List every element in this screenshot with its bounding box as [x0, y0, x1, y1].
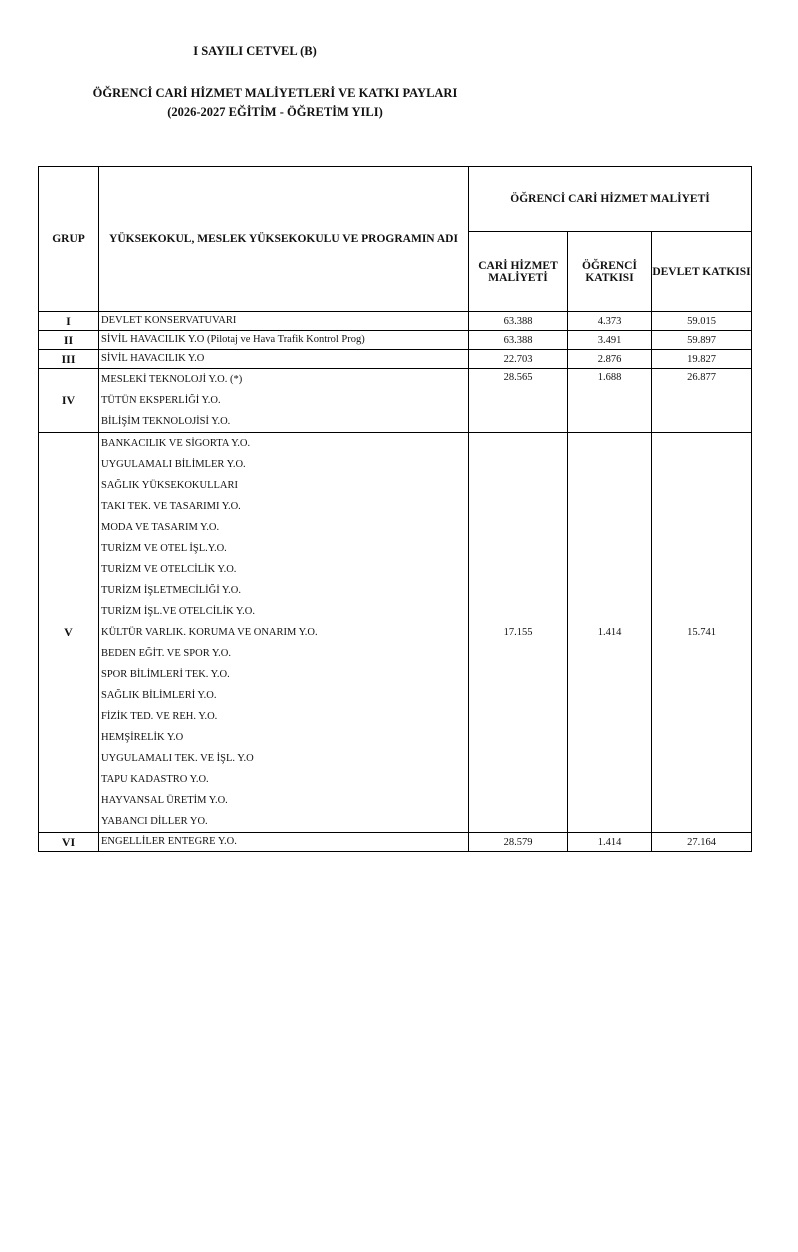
- program-name: UYGULAMALI BİLİMLER Y.O.: [101, 459, 246, 470]
- ogrenci-value-cell: 3.491: [568, 331, 652, 350]
- col-header-cari: CARİ HİZMET MALİYETİ: [469, 232, 568, 312]
- program-names-cell: [99, 312, 469, 331]
- program-name: HEMŞİRELİK Y.O: [101, 732, 184, 743]
- col-header-name: YÜKSEKOKUL, MESLEK YÜKSEKOKULU VE PROGRAMIN ADI: [99, 167, 469, 312]
- document-title: ÖĞRENCİ CARİ HİZMET MALİYETLERİ VE KATKI PAYLARI: [92, 86, 458, 100]
- table-row: [39, 369, 752, 433]
- program-name: TURİZM VE OTELCİLİK Y.O.: [101, 564, 237, 575]
- cost-table: [38, 166, 752, 852]
- program-name: ENGELLİLER ENTEGRE Y.O.: [101, 836, 237, 847]
- program-name: TURİZM İŞL.VE OTELCİLİK Y.O.: [101, 606, 255, 617]
- cari-value-cell: 28.565: [469, 369, 568, 433]
- devlet-value-cell: 26.877: [652, 369, 752, 433]
- program-name: SAĞLIK YÜKSEKOKULLARI: [101, 480, 238, 491]
- ogrenci-value-cell: 4.373: [568, 312, 652, 331]
- table-row: [39, 433, 752, 833]
- table-row: [39, 331, 752, 350]
- program-name: MODA VE TASARIM Y.O.: [101, 522, 220, 533]
- table-row: [39, 833, 752, 852]
- cari-value-cell: 28.579: [469, 833, 568, 852]
- devlet-value-cell: 19.827: [652, 350, 752, 369]
- devlet-value-cell: 15.741: [652, 433, 752, 833]
- program-name: SİVİL HAVACILIK Y.O: [101, 353, 205, 364]
- program-name: UYGULAMALI TEK. VE İŞL. Y.O: [101, 753, 254, 764]
- devlet-value-cell: 59.897: [652, 331, 752, 350]
- program-name: TAPU KADASTRO Y.O.: [101, 774, 209, 785]
- program-name: TURİZM VE OTEL İŞL.Y.O.: [101, 543, 227, 554]
- devlet-value-cell: 59.015: [652, 312, 752, 331]
- program-names-cell: [99, 833, 469, 852]
- program-name: SİVİL HAVACILIK Y.O (Pilotaj ve Hava Trafik Kontrol Prog): [101, 334, 365, 345]
- cari-value-cell: 22.703: [469, 350, 568, 369]
- program-name: BANKACILIK VE SİGORTA Y.O.: [101, 438, 251, 449]
- group-cell: IV: [39, 369, 99, 433]
- col-header-group: GRUP: [39, 167, 99, 312]
- col-header-ogrenci: ÖĞRENCİ KATKISI: [568, 232, 652, 312]
- program-name: DEVLET KONSERVATUVARI: [101, 315, 237, 326]
- ogrenci-value-cell: 1.414: [568, 433, 652, 833]
- program-name: SPOR BİLİMLERİ TEK. Y.O.: [101, 669, 230, 680]
- program-name: KÜLTÜR VARLIK. KORUMA VE ONARIM Y.O.: [101, 627, 318, 638]
- program-name: BİLİŞİM TEKNOLOJİSİ Y.O.: [101, 416, 231, 427]
- program-names-cell: [99, 331, 469, 350]
- program-name: SAĞLIK BİLİMLERİ Y.O.: [101, 690, 217, 701]
- program-name: BEDEN EĞİT. VE SPOR Y.O.: [101, 648, 231, 659]
- table-row: [39, 312, 752, 331]
- group-cell: VI: [39, 833, 99, 852]
- program-name: FİZİK TED. VE REH. Y.O.: [101, 711, 218, 722]
- group-cell: III: [39, 350, 99, 369]
- program-name: TAKI TEK. VE TASARIMI Y.O.: [101, 501, 241, 512]
- program-name: MESLEKİ TEKNOLOJİ Y.O. (*): [101, 374, 243, 385]
- col-header-devlet: DEVLET KATKISI: [652, 232, 752, 312]
- program-names-cell: [99, 433, 469, 833]
- ogrenci-value-cell: 1.414: [568, 833, 652, 852]
- cetvel-label: I SAYILI CETVEL (B): [193, 44, 317, 58]
- ogrenci-value-cell: 2.876: [568, 350, 652, 369]
- group-cell: II: [39, 331, 99, 350]
- document-subtitle: (2026-2027 EĞİTİM - ÖĞRETİM YILI): [167, 105, 383, 119]
- ogrenci-value-cell: 1.688: [568, 369, 652, 433]
- table-row: [39, 350, 752, 369]
- program-names-cell: [99, 369, 469, 433]
- program-name: TURİZM İŞLETMECİLİĞİ Y.O.: [101, 585, 241, 596]
- program-names-cell: [99, 350, 469, 369]
- cari-value-cell: 63.388: [469, 331, 568, 350]
- program-name: HAYVANSAL ÜRETİM Y.O.: [101, 795, 228, 806]
- program-name: YABANCI DİLLER YO.: [101, 816, 208, 827]
- table-body: [39, 312, 752, 852]
- col-header-cost: ÖĞRENCİ CARİ HİZMET MALİYETİ: [469, 167, 752, 232]
- devlet-value-cell: 27.164: [652, 833, 752, 852]
- group-cell: V: [39, 433, 99, 833]
- cari-value-cell: 17.155: [469, 433, 568, 833]
- program-name: TÜTÜN EKSPERLİĞİ Y.O.: [101, 395, 221, 406]
- cari-value-cell: 63.388: [469, 312, 568, 331]
- group-cell: I: [39, 312, 99, 331]
